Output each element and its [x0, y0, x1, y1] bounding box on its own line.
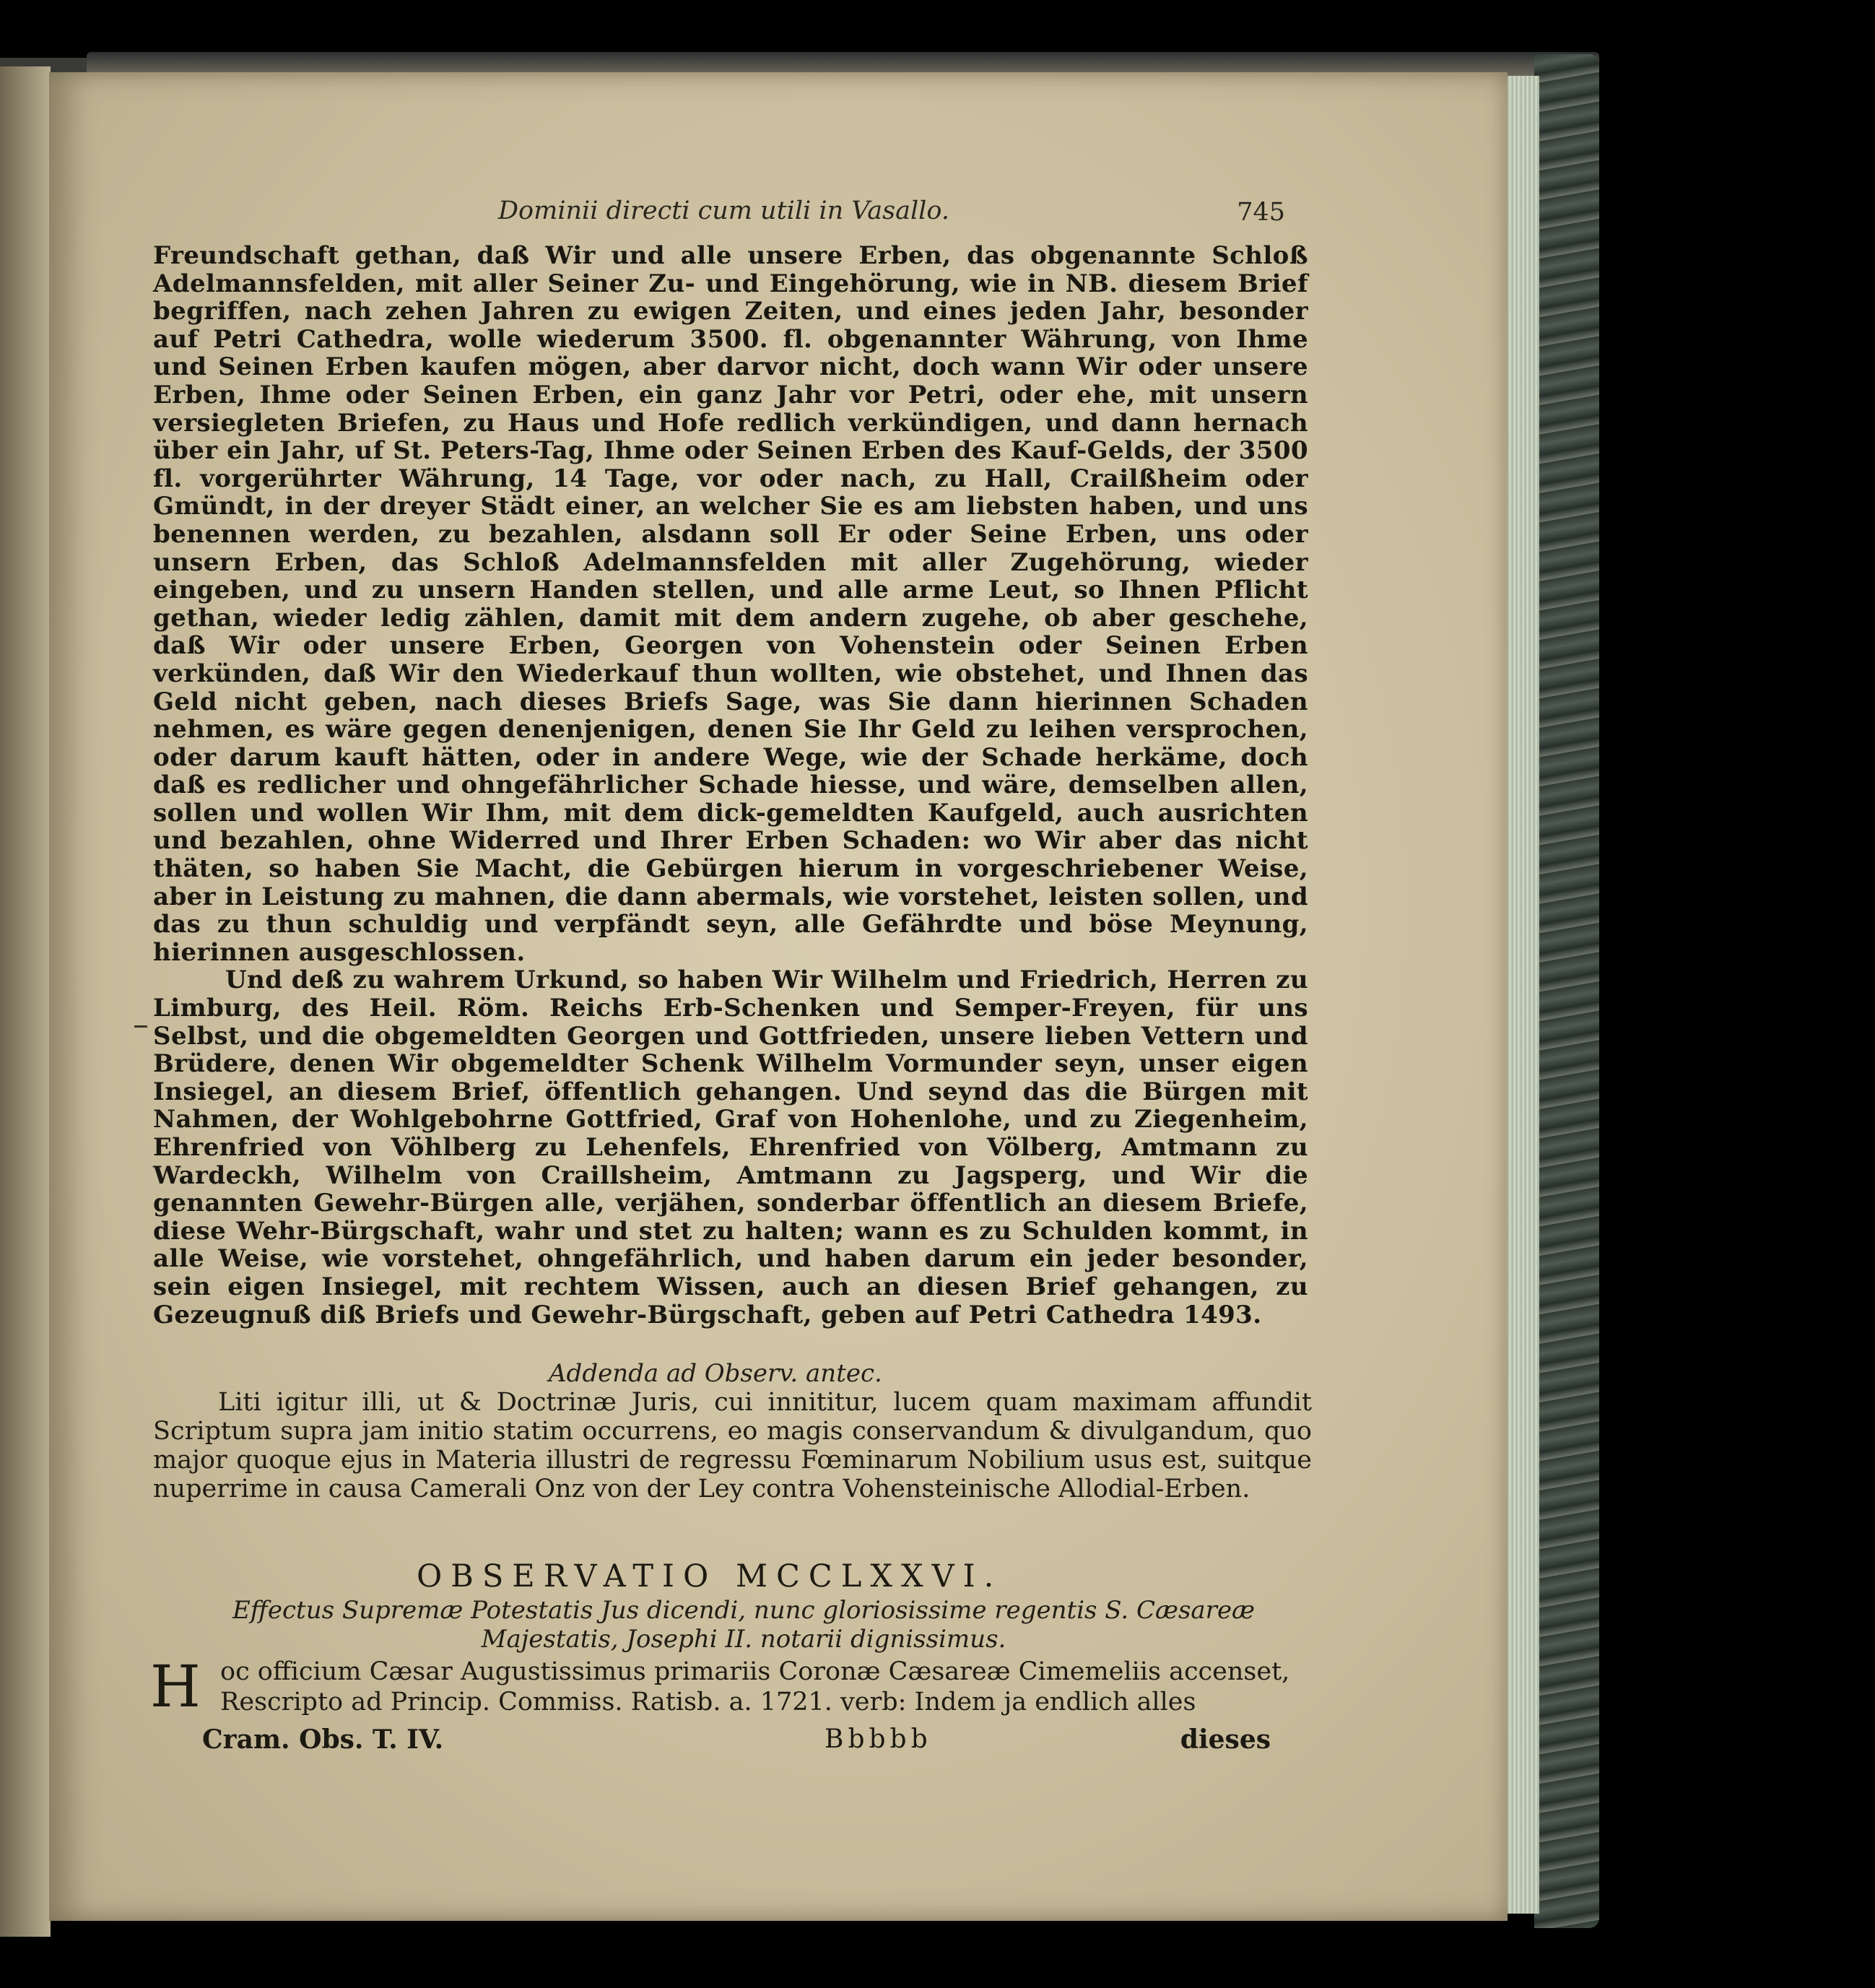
- latin-text-block: [153, 1388, 1312, 1503]
- fraktur-text-block: [153, 242, 1308, 1329]
- catchword: dieses: [1180, 1724, 1271, 1755]
- running-head: [498, 196, 1285, 233]
- observatio-body-line-2: Rescripto ad Princip. Commiss. Ratisb. a. 1721. verb: Indem ja endlich alles: [220, 1688, 1196, 1716]
- observatio-subtitle-line-2: Majestatis, Josephi II. notarii dignissimus.: [481, 1625, 1006, 1654]
- observatio-title: OBSERVATIO MCCLXXVI.: [417, 1558, 1003, 1594]
- observatio-subtitle: [180, 1596, 1307, 1654]
- latin-paragraph: Liti igitur illi, ut & Doctrinæ Juris, cui innititur, lucem quam maximam affundit Scriptum supra jam initio statim occurrens, eo magis conservandum & divulgandum, quo major quoque ejus in Materia illustri de regressu Fœminarum Nobilium usus est, suitque nuperrime in causa Camerali Onz von der Ley contra Vohensteinische Allodial-Erben.: [153, 1388, 1312, 1503]
- fraktur-paragraph-2: Und deß zu wahrem Urkund, so haben Wir Wilhelm und Friedrich, Herren zu Limburg, des Heil. Röm. Reichs Erb-Schenken und Semper-Freyen, für uns Selbst, und die obgemeldten Georgen und Gottfrieden, unsere lieben Vettern und Brüdere, denen Wir obgemeldter Schenk Wilhelm Vormunder seyn, unser eigen Insiegel, an diesem Brief, öffentlich gehangen. Und seynd das die Bürgen mit Nahmen, der Wohlgebohrne Gottfried, Graf von Hohenlohe, und zu Ziegenheim, Ehrenfried von Vöhlberg zu Lehenfels, Ehrenfried von Völberg, Amtmann zu Wardeckh, Wilhelm von Craillsheim, Amtmann zu Jagsperg, und Wir die genannten Gewehr-Bürgen alle, verjähen, sonderbar öffentlich an diesem Briefe, diese Wehr-Bürgschaft, wahr und stet zu halten; wann es zu Schulden kommt, in alle Weise, wie vorstehet, ohngefährlich, und haben darum ein jeder besonder, sein eigen Insiegel, mit rechtem Wissen, auch an diesen Brief gehangen, zu Gezeugnuß diß Briefs und Gewehr-Bürgschaft, geben auf Petri Cathedra 1493.: [153, 965, 1308, 1329]
- observatio-body: [220, 1657, 1310, 1716]
- page-number: 745: [1237, 198, 1285, 227]
- drop-capital: H: [150, 1653, 201, 1720]
- addenda-heading: Addenda ad Observ. antec.: [549, 1359, 882, 1388]
- observatio-body-line-1: oc officium Cæsar Augustissimus primariis Coronæ Cæsareæ Cimemeliis accenset,: [220, 1657, 1290, 1686]
- page-footer: [202, 1724, 1271, 1761]
- facing-page-edge: [0, 66, 51, 1937]
- signature-mark: Bbbbb: [825, 1724, 932, 1754]
- signature-line: Cram. Obs. T. IV.: [202, 1724, 444, 1755]
- margin-mark: [134, 1025, 147, 1028]
- observatio-subtitle-line-1: Effectus Supremæ Potestatis Jus dicendi, nunc gloriosissime regentis S. Cæsareæ: [232, 1596, 1256, 1625]
- fraktur-paragraph-1: Freundschaft gethan, daß Wir und alle unsere Erben, das obgenannte Schloß Adelmannsfelden, mit aller Seiner Zu- und Eingehörung, wie in NB. diesem Brief begriffen, nach zehen Jahren zu ewigen Zeiten, und eines jeden Jahr, besonder auf Petri Cathedra, wolle wiederum 3500. fl. obgenannter Währung, von Ihme und Seinen Erben kaufen mögen, aber darvor nicht, doch wann Wir oder unsere Erben, Ihme oder Seinen Erben, ein ganz Jahr vor Petri, oder ehe, mit unsern versiegleten Briefen, zu Haus und Hofe redlich verkündigen, und dann hernach über ein Jahr, uf St. Peters-Tag, Ihme oder Seinen Erben des Kauf-Gelds, der 3500 fl. vorgerührter Währung, 14 Tage, vor oder nach, zu Hall, Crailßheim oder Gmündt, in der dreyer Städt einer, an welcher Sie es am liebsten haben, und uns benennen werden, zu bezahlen, alsdann soll Er oder Seine Erben, uns oder unsern Erben, das Schloß Adelmannsfelden mit aller Zugehörung, wieder eingeben, und zu unsern Handen stellen, und alle arme Leut, so Ihnen Pflicht gethan, wieder ledig zählen, damit mit dem andern zugehe, ob aber geschehe, daß Wir oder unsere Erben, Georgen von Vohenstein oder Seinen Erben verkünden, daß Wir den Wiederkauf thun wollten, wie obstehet, und Ihnen das Geld nicht geben, nach dieses Briefs Sage, was Sie dann hierinnen Schaden nehmen, es wäre gegen denenjenigen, denen Sie Ihr Geld zu leihen versprochen, oder darum kauft hätten, oder in andere Wege, wie der Schade herkäme, doch daß es redlicher und ohngefährlicher Schade hiesse, und wäre, demselben allen, sollen und wollen Wir Ihm, mit dem dick-gemeldten Kaufgeld, auch ausrichten und bezahlen, ohne Widerred und Ihrer Erben Schaden: wo Wir aber das nicht thäten, so haben Sie Macht, die Gebürgen hierum in vorgeschriebener Weise, aber in Leistung zu mahnen, die dann abermals, wie vorstehet, leisten sollen, und das zu thun schuldig und verpfändt seyn, alle Gefährdte und böse Meynung, hierinnen ausgeschlossen.: [153, 241, 1308, 967]
- book-cover-right: [1534, 54, 1599, 1928]
- running-head-title: Dominii directi cum utili in Vasallo.: [498, 196, 949, 225]
